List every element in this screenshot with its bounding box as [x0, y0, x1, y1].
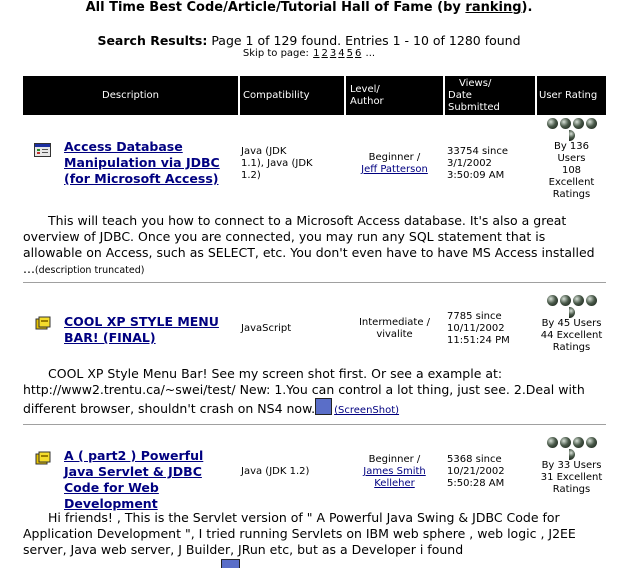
entry-title-text: COOL XP STYLE MENU BAR! (FINAL) [64, 314, 219, 345]
row-divider [23, 282, 606, 283]
rating-dots [537, 118, 606, 129]
rating-line1: By 33 Users [541, 460, 602, 471]
compat-line2: 1.1), Java (JDK [241, 158, 313, 169]
rating-half [537, 307, 606, 318]
entry-title-link[interactable] [23, 448, 233, 512]
title-prefix: All Time Best Code/Article/Tutorial Hall of Fame (by [85, 0, 466, 15]
entry-level: Beginner / [368, 454, 421, 465]
entry-title-link[interactable] [23, 139, 233, 187]
entry-level-author [346, 454, 443, 490]
entry-compatibility [241, 146, 313, 182]
entry-author: vivalite [376, 329, 413, 340]
column-header-rating-label: User Rating [539, 90, 598, 101]
column-header-description-label: Description [102, 90, 159, 101]
entry-views: 7785 since [447, 311, 502, 322]
pagination-ellipsis: ... [365, 48, 376, 59]
column-header-compatibility-label: Compatibility [243, 90, 310, 101]
rating-line4: Excellent [548, 177, 595, 188]
entry-rating [537, 437, 606, 496]
entry-views: 5368 since [447, 454, 502, 465]
search-results-label: Search Results: [97, 33, 208, 48]
page-link-4[interactable]: 4 [338, 48, 345, 59]
page-link-2[interactable]: 2 [321, 48, 328, 59]
search-results-text: Page 1 of 129 found. Entries 1 - 10 of 1280 found [207, 33, 521, 48]
rating-dot [586, 437, 597, 448]
column-header-description [23, 76, 238, 115]
entry-description [23, 366, 606, 419]
column-header-compatibility [240, 76, 344, 115]
rating-dots [537, 295, 606, 306]
rating-dot [573, 118, 584, 129]
truncated-note: (description truncated) [34, 265, 145, 276]
rating-line5: Ratings [552, 189, 591, 200]
entry-time: 11:51:24 PM [447, 335, 510, 346]
column-header-views-line3: Submitted [448, 101, 500, 113]
page-link-3[interactable]: 3 [329, 48, 337, 59]
entry-description [23, 213, 606, 279]
entry-date: 10/21/2002 [447, 466, 505, 477]
rating-dot [560, 295, 571, 306]
rating-dot [547, 295, 558, 306]
entry-compatibility [241, 466, 309, 478]
rating-half [537, 449, 606, 460]
rating-line3: 108 [561, 165, 582, 176]
rating-line1: By 45 Users [541, 318, 602, 329]
compat-line1: Java (JDK 1.2) [241, 466, 310, 477]
entry-date: 3/1/2002 [447, 158, 492, 169]
compat-line1: JavaScript [241, 323, 292, 334]
entry-description-text: This will teach you how to connect to a Microsoft Access database. It's also a great overview of JDBC. Once you are connected, you may run any SQL statement that is allowable on Access, such as SELECT, etc. You don't even have to have MS Access installed ... [23, 213, 595, 276]
page-link-6[interactable]: 6 [354, 48, 362, 59]
rating-dot [560, 437, 571, 448]
entry-description [23, 510, 606, 558]
rating-line1: By 136 [553, 141, 590, 152]
entry-level-author [346, 152, 443, 176]
page-link-5[interactable]: 5 [346, 48, 353, 59]
rating-half-dot [569, 130, 575, 141]
entry-level-author [346, 317, 443, 341]
rating-line2: 31 Excellent [540, 472, 603, 483]
column-header-views [445, 76, 535, 115]
row-divider [23, 424, 606, 425]
rating-half [537, 130, 606, 141]
column-header-views-line2: Date [448, 89, 472, 101]
rating-dots [537, 437, 606, 448]
rating-dot [547, 437, 558, 448]
entry-time: 3:50:09 AM [447, 170, 505, 181]
screenshot-link[interactable]: (ScreenShot) [334, 405, 400, 416]
column-header-level-line2: Author [350, 95, 384, 107]
rating-line2: 44 Excellent [540, 330, 603, 341]
entry-rating [537, 118, 606, 201]
rating-dot [586, 295, 597, 306]
ranking-link[interactable]: ranking [465, 0, 522, 15]
search-results-summary [0, 33, 618, 48]
column-header-views-line1: Views/ [459, 77, 492, 89]
entry-title-text: Access Database Manipulation via JDBC (for Microsoft Access) [64, 139, 220, 186]
entry-views: 33754 since [447, 146, 508, 157]
entry-level: Beginner / [368, 152, 421, 163]
entry-views-date [447, 454, 505, 490]
rating-half-dot [569, 307, 575, 318]
author-link[interactable]: Jeff Patterson [361, 164, 428, 175]
screenshot-icon[interactable] [315, 398, 332, 415]
entry-date: 10/11/2002 [447, 323, 505, 334]
page-link-1[interactable]: 1 [313, 48, 320, 59]
title-suffix: ). [521, 0, 533, 15]
rating-dot [573, 437, 584, 448]
entry-time: 5:50:28 AM [447, 478, 505, 489]
entry-views-date [447, 311, 510, 347]
author-link[interactable]: James Smith Kelleher [363, 466, 426, 489]
rating-dot [573, 295, 584, 306]
rating-line3: Ratings [552, 484, 591, 495]
column-header-level-line1: Level/ [350, 83, 380, 95]
rating-dot [560, 118, 571, 129]
column-header-rating [537, 76, 606, 115]
entry-level: Intermediate / [358, 317, 431, 328]
column-header-level [346, 76, 443, 115]
rating-line2: Users [557, 153, 586, 164]
entry-compatibility [241, 323, 291, 335]
compat-line3: 1.2) [241, 170, 261, 181]
entry-title-text: A ( part2 ) Powerful Java Servlet & JDBC Code for Web Development [64, 448, 204, 511]
entry-views-date [447, 146, 508, 182]
entry-description-text: Hi friends! , This is the Servlet version of " A Powerful Java Swing & JDBC Code for Application Development ", I tried running Servlets on IBM web sphere , web logic , J2EE server, Java web server, J Builder, JRun etc, but as a Developer i found [23, 510, 576, 557]
rating-dot [586, 118, 597, 129]
skip-label: Skip to page: [242, 48, 309, 59]
rating-line3: Ratings [552, 342, 591, 353]
entry-rating [537, 295, 606, 354]
rating-dot [547, 118, 558, 129]
entry-description-text: COOL XP Style Menu Bar! See my screen shot first. Or see a example at: http://www2.trentu.ca/~swei/test/ New: 1.You can control a lot thing, just see. 2.Deal with different browser, shouldn't crash on NS4 now. [23, 366, 585, 416]
compat-line1: Java (JDK [241, 146, 287, 157]
pagination [0, 48, 618, 60]
rating-half-dot [569, 449, 575, 460]
page-title [0, 0, 618, 16]
entry-title-link[interactable] [23, 314, 238, 346]
